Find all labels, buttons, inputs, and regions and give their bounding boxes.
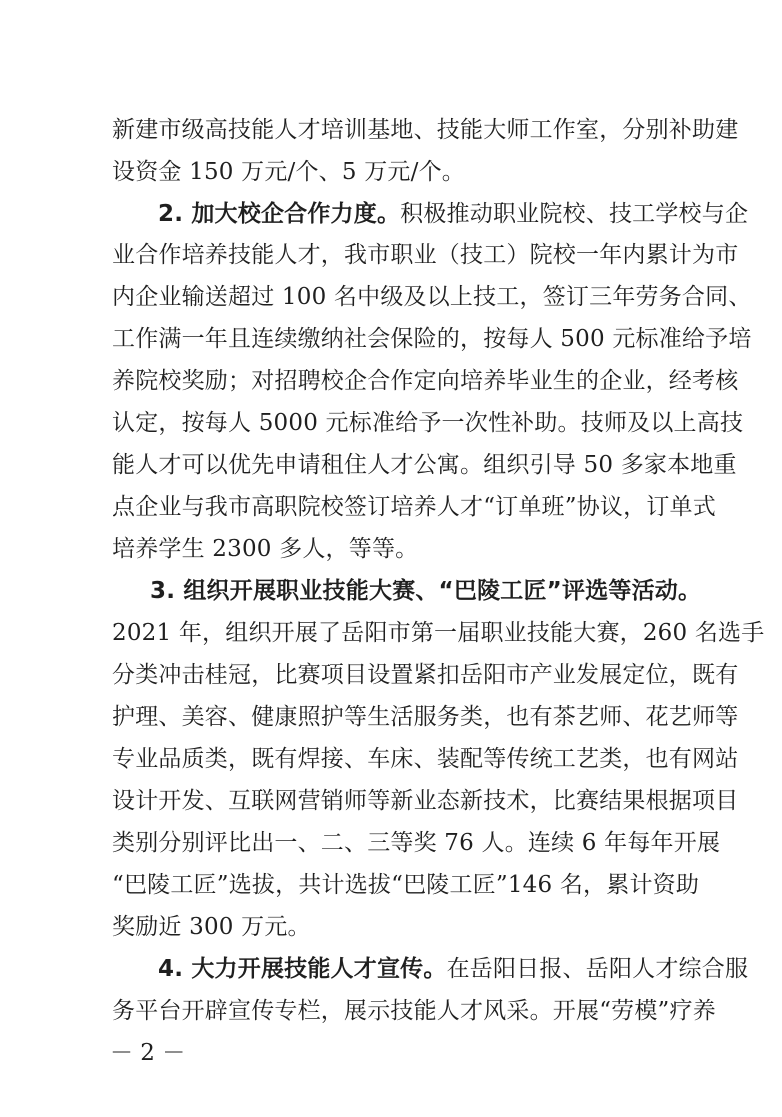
paragraph-3-line-6: 类别分别评比出一、二、三等奖 76 人。连续 6 年每年开展 xyxy=(112,830,721,856)
paragraph-2-line-4: 工作满一年且连续缴纳社会保险的，按每人 500 元标准给予培 xyxy=(112,326,752,352)
paragraph-2-line-8: 点企业与我市高职院校签订培养人才“订单班”协议，订单式 xyxy=(112,494,716,520)
paragraph-2-line-5: 养院校奖励；对招聘校企合作定向培养毕业生的企业，经考核 xyxy=(112,368,739,394)
paragraph-4-line-2: 务平台开辟宣传专栏，展示技能人才风采。开展“劳模”疗养 xyxy=(112,998,716,1024)
page-number: － 2 － xyxy=(110,1040,186,1066)
paragraph-1-line-1: 新建市级高技能人才培训基地、技能大师工作室，分别补助建 xyxy=(112,117,739,143)
paragraph-2-text: 积极推动职业院校、技工学校与企 xyxy=(400,201,749,227)
paragraph-3-line-8: 奖励近 300 万元。 xyxy=(112,914,311,940)
paragraph-3-line-5: 设计开发、互联网营销师等新业态新技术，比赛结果根据项目 xyxy=(112,788,739,814)
paragraph-2-line-2: 业合作培养技能人才，我市职业（技工）院校一年内累计为市 xyxy=(112,242,739,268)
paragraph-3-line-3: 护理、美容、健康照护等生活服务类，也有茶艺师、花艺师等 xyxy=(112,704,739,730)
paragraph-2-heading: 2. 加大校企合作力度。 xyxy=(158,201,401,227)
paragraph-2-line-1 xyxy=(158,199,748,229)
paragraph-2-line-3: 内企业输送超过 100 名中级及以上技工，签订三年劳务合同、 xyxy=(112,284,752,310)
paragraph-3-line-1: 2021 年，组织开展了岳阳市第一届职业技能大赛，260 名选手 xyxy=(112,620,765,646)
paragraph-2-line-6: 认定，按每人 5000 元标准给予一次性补助。技师及以上高技 xyxy=(112,410,744,436)
paragraph-2-line-7: 能人才可以优先申请租住人才公寓。组织引导 50 多家本地重 xyxy=(112,452,737,478)
paragraph-4-line-1 xyxy=(158,954,748,984)
paragraph-2-line-9: 培养学生 2300 多人，等等。 xyxy=(112,536,419,562)
paragraph-3-line-4: 专业品质类，既有焊接、车床、装配等传统工艺类，也有网站 xyxy=(112,746,739,772)
paragraph-1-line-2: 设资金 150 万元/个、5 万元/个。 xyxy=(112,159,465,185)
paragraph-3-line-7: “巴陵工匠”选拔，共计选拔“巴陵工匠”146 名，累计资助 xyxy=(112,872,700,898)
paragraph-3-line-2: 分类冲击桂冠，比赛项目设置紧扣岳阳市产业发展定位，既有 xyxy=(112,662,739,688)
paragraph-4-text: 在岳阳日报、岳阳人才综合服 xyxy=(446,956,749,982)
paragraph-4-heading: 4. 大力开展技能人才宣传。 xyxy=(158,956,447,982)
paragraph-3-heading: 3. 组织开展职业技能大赛、“巴陵工匠”评选等活动。 xyxy=(150,578,702,604)
